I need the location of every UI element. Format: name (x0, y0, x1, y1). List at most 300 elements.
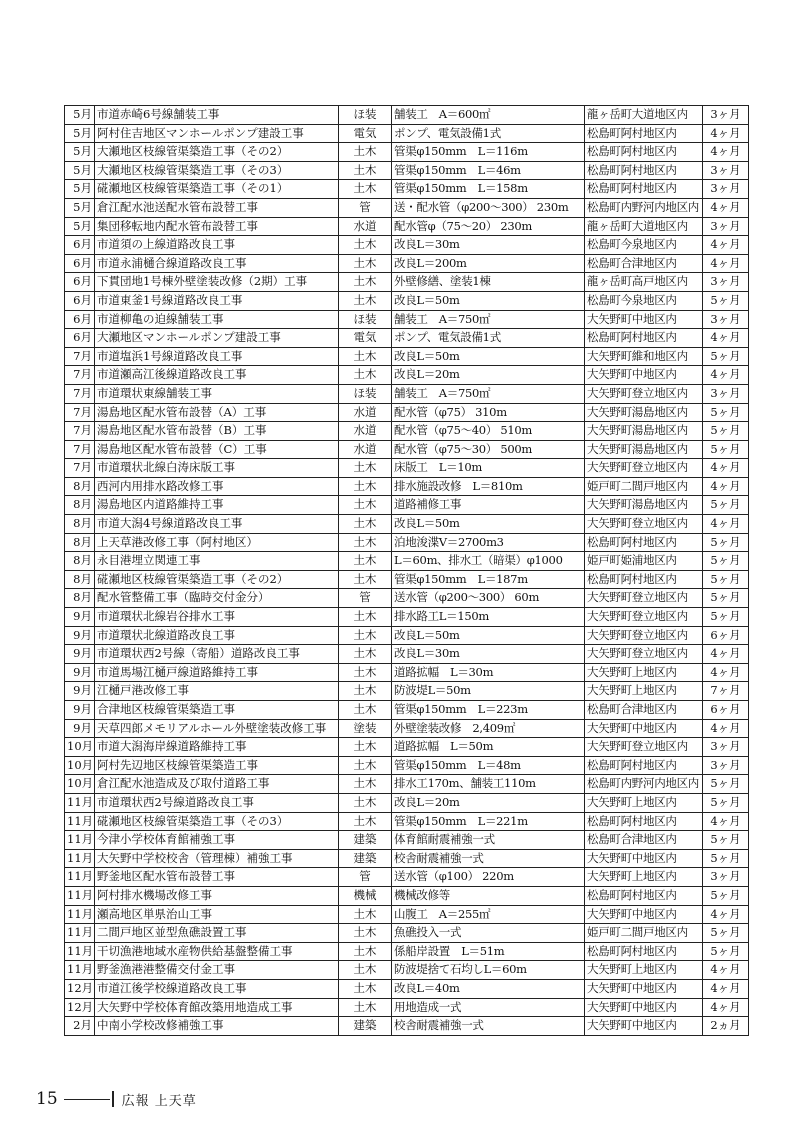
row-duration: 4ヶ月 (703, 905, 749, 924)
row-project-name: 中南小学校改修補強工事 (95, 1017, 339, 1036)
row-location: 大矢野町中地区内 (585, 905, 703, 924)
row-project-name: 市道東釜1号線道路改良工事 (95, 291, 339, 310)
table-row (65, 273, 749, 292)
row-duration: 5ヶ月 (703, 570, 749, 589)
row-project-name: 市道大潟海岸線道路維持工事 (95, 738, 339, 757)
table-row (65, 254, 749, 273)
row-category: 土木 (339, 793, 392, 812)
row-description: 係船岸設置 L＝51m (392, 942, 585, 961)
row-location: 松島町合津地区内 (585, 831, 703, 850)
row-month: 8月 (65, 533, 95, 552)
row-duration: 5ヶ月 (703, 924, 749, 943)
row-category: 土木 (339, 552, 392, 571)
row-month: 7月 (65, 440, 95, 459)
row-project-name: 市道赤崎6号線舗装工事 (95, 106, 339, 125)
row-duration: 4ヶ月 (703, 515, 749, 534)
row-location: 大矢野町中地区内 (585, 719, 703, 738)
row-category: 建築 (339, 831, 392, 850)
row-duration: 4ヶ月 (703, 719, 749, 738)
row-month: 10月 (65, 775, 95, 794)
row-category: ほ装 (339, 384, 392, 403)
row-month: 8月 (65, 496, 95, 515)
table-row (65, 384, 749, 403)
table-row (65, 831, 749, 850)
row-category: 土木 (339, 533, 392, 552)
row-description: 管渠φ150mm L＝158m (392, 180, 585, 199)
row-duration: 3ヶ月 (703, 756, 749, 775)
row-location: 大矢野町上地区内 (585, 793, 703, 812)
table-row (65, 756, 749, 775)
row-location: 大矢野町中地区内 (585, 979, 703, 998)
row-project-name: 市道環状北線白涛床版工事 (95, 459, 339, 478)
row-project-name: 硴瀬地区枝線管渠築造工事（その2） (95, 570, 339, 589)
table-row (65, 143, 749, 162)
row-month: 5月 (65, 106, 95, 125)
row-month: 7月 (65, 384, 95, 403)
row-category: 土木 (339, 143, 392, 162)
row-location: 大矢野町湯島地区内 (585, 403, 703, 422)
row-project-name: 倉江配水池造成及び取付道路工事 (95, 775, 339, 794)
row-location: 大矢野町湯島地区内 (585, 440, 703, 459)
row-location: 松島町今泉地区内 (585, 291, 703, 310)
row-month: 5月 (65, 124, 95, 143)
row-project-name: 市道江後学校線道路改良工事 (95, 979, 339, 998)
row-description: 校舎耐震補強一式 (392, 1017, 585, 1036)
table-row (65, 812, 749, 831)
table-row (65, 236, 749, 255)
table-row (65, 942, 749, 961)
row-duration: 3ヶ月 (703, 738, 749, 757)
row-duration: 4ヶ月 (703, 477, 749, 496)
row-location: 松島町今泉地区内 (585, 236, 703, 255)
row-duration: 3ヶ月 (703, 868, 749, 887)
table-row (65, 626, 749, 645)
row-description: 泊地浚渫V＝2700m3 (392, 533, 585, 552)
row-duration: 2ヵ月 (703, 1017, 749, 1036)
row-category: 土木 (339, 924, 392, 943)
row-description: 道路補修工事 (392, 496, 585, 515)
row-location: 大矢野町登立地区内 (585, 608, 703, 627)
row-description: 排水工170m、舗装工110m (392, 775, 585, 794)
table-row (65, 422, 749, 441)
table-row (65, 924, 749, 943)
row-month: 2月 (65, 1017, 95, 1036)
table-row (65, 217, 749, 236)
row-description: 舗装工 A＝750㎡ (392, 384, 585, 403)
row-location: 姫戸町二間戸地区内 (585, 477, 703, 496)
row-project-name: 下貫団地1号棟外壁塗装改修（2期）工事 (95, 273, 339, 292)
row-project-name: 硴瀬地区枝線管渠築造工事（その1） (95, 180, 339, 199)
row-location: 大矢野町中地区内 (585, 310, 703, 329)
row-category: 土木 (339, 273, 392, 292)
row-category: 水道 (339, 403, 392, 422)
row-duration: 5ヶ月 (703, 422, 749, 441)
table-row (65, 589, 749, 608)
row-project-name: 上天草港改修工事（阿村地区） (95, 533, 339, 552)
row-category: 電気 (339, 124, 392, 143)
row-project-name: 市道環状西2号線道路改良工事 (95, 793, 339, 812)
table-row (65, 124, 749, 143)
row-category: 土木 (339, 942, 392, 961)
row-month: 11月 (65, 924, 95, 943)
table-row (65, 459, 749, 478)
row-duration: 5ヶ月 (703, 793, 749, 812)
row-duration: 4ヶ月 (703, 979, 749, 998)
row-category: 建築 (339, 1017, 392, 1036)
row-month: 7月 (65, 422, 95, 441)
table-row (65, 496, 749, 515)
row-description: 機械改修等 (392, 886, 585, 905)
row-description: 管渠φ150mm L＝48m (392, 756, 585, 775)
table-row (65, 1017, 749, 1036)
row-location: 大矢野町湯島地区内 (585, 496, 703, 515)
row-month: 5月 (65, 198, 95, 217)
row-duration: 5ヶ月 (703, 291, 749, 310)
row-project-name: 二間戸地区並型魚礁設置工事 (95, 924, 339, 943)
row-month: 8月 (65, 477, 95, 496)
table-body (65, 106, 749, 1036)
row-description: 防波堤L＝50m (392, 682, 585, 701)
row-duration: 4ヶ月 (703, 254, 749, 273)
row-project-name: 合津地区枝線管渠築造工事 (95, 701, 339, 720)
row-description: 送・配水管（φ200～300） 230m (392, 198, 585, 217)
row-category: 土木 (339, 961, 392, 980)
row-category: 土木 (339, 608, 392, 627)
table-row (65, 979, 749, 998)
table-row (65, 701, 749, 720)
row-category: 建築 (339, 849, 392, 868)
row-duration: 4ヶ月 (703, 663, 749, 682)
row-description: 魚礁投入一式 (392, 924, 585, 943)
row-duration: 4ヶ月 (703, 812, 749, 831)
row-description: 配水管（φ75～30） 500m (392, 440, 585, 459)
row-duration: 5ヶ月 (703, 775, 749, 794)
row-month: 11月 (65, 849, 95, 868)
table-row (65, 570, 749, 589)
row-month: 8月 (65, 570, 95, 589)
row-project-name: 湯島地区配水管布設替（A）工事 (95, 403, 339, 422)
row-month: 5月 (65, 143, 95, 162)
row-month: 9月 (65, 645, 95, 664)
row-month: 12月 (65, 998, 95, 1017)
row-project-name: 今津小学校体育館補強工事 (95, 831, 339, 850)
row-description: 改良L＝20m (392, 366, 585, 385)
row-category: 土木 (339, 738, 392, 757)
row-duration: 3ヶ月 (703, 161, 749, 180)
row-category: 土木 (339, 663, 392, 682)
row-category: 土木 (339, 291, 392, 310)
row-category: 土木 (339, 347, 392, 366)
table-row (65, 849, 749, 868)
row-description: 管渠φ150mm L＝116m (392, 143, 585, 162)
row-description: 校舎耐震補強一式 (392, 849, 585, 868)
row-category: 水道 (339, 422, 392, 441)
row-month: 11月 (65, 831, 95, 850)
row-duration: 4ヶ月 (703, 459, 749, 478)
row-category: 土木 (339, 515, 392, 534)
row-description: 改良L＝50m (392, 515, 585, 534)
row-location: 大矢野町中地区内 (585, 998, 703, 1017)
row-duration: 3ヶ月 (703, 273, 749, 292)
row-location: 龍ヶ岳町大道地区内 (585, 106, 703, 125)
row-description: 道路拡幅 L＝50m (392, 738, 585, 757)
row-description: 配水管（φ75～40） 510m (392, 422, 585, 441)
row-project-name: 大瀬地区枝線管渠築造工事（その2） (95, 143, 339, 162)
row-location: 龍ヶ岳町大道地区内 (585, 217, 703, 236)
row-duration: 5ヶ月 (703, 886, 749, 905)
table-row (65, 515, 749, 534)
row-project-name: 市道馬場江樋戸線道路維持工事 (95, 663, 339, 682)
row-location: 松島町阿村地区内 (585, 886, 703, 905)
row-duration: 5ヶ月 (703, 589, 749, 608)
row-month: 10月 (65, 738, 95, 757)
row-category: 土木 (339, 812, 392, 831)
row-project-name: 江樋戸港改修工事 (95, 682, 339, 701)
row-description: 外壁修繕、塗装1棟 (392, 273, 585, 292)
row-category: 土木 (339, 905, 392, 924)
row-location: 松島町阿村地区内 (585, 161, 703, 180)
row-duration: 3ヶ月 (703, 217, 749, 236)
row-month: 9月 (65, 663, 95, 682)
table-row (65, 682, 749, 701)
row-category: 管 (339, 868, 392, 887)
row-project-name: 市道環状北線道路改良工事 (95, 626, 339, 645)
row-location: 松島町合津地区内 (585, 254, 703, 273)
row-duration: 5ヶ月 (703, 831, 749, 850)
row-location: 松島町阿村地区内 (585, 942, 703, 961)
row-duration: 5ヶ月 (703, 849, 749, 868)
row-description: 送水管（φ200～300） 60m (392, 589, 585, 608)
row-description: 改良L＝200m (392, 254, 585, 273)
table-row (65, 180, 749, 199)
row-location: 松島町阿村地区内 (585, 143, 703, 162)
row-project-name: 倉江配水池送配水管布設替工事 (95, 198, 339, 217)
row-location: 松島町阿村地区内 (585, 570, 703, 589)
row-category: 水道 (339, 440, 392, 459)
row-duration: 4ヶ月 (703, 366, 749, 385)
row-category: 土木 (339, 979, 392, 998)
row-location: 大矢野町上地区内 (585, 868, 703, 887)
row-location: 大矢野町登立地区内 (585, 515, 703, 534)
row-category: 土木 (339, 496, 392, 515)
row-project-name: 湯島地区配水管布設替（B）工事 (95, 422, 339, 441)
row-category: 土木 (339, 477, 392, 496)
row-category: 機械 (339, 886, 392, 905)
row-location: 松島町阿村地区内 (585, 180, 703, 199)
row-project-name: 野釜漁港港整備交付金工事 (95, 961, 339, 980)
row-location: 大矢野町中地区内 (585, 366, 703, 385)
table-row (65, 366, 749, 385)
row-category: 土木 (339, 366, 392, 385)
row-category: 土木 (339, 756, 392, 775)
row-month: 9月 (65, 682, 95, 701)
row-location: 松島町阿村地区内 (585, 812, 703, 831)
row-location: 大矢野町中地区内 (585, 849, 703, 868)
row-location: 大矢野町登立地区内 (585, 645, 703, 664)
row-location: 松島町合津地区内 (585, 701, 703, 720)
row-duration: 4ヶ月 (703, 329, 749, 348)
row-month: 8月 (65, 552, 95, 571)
table-row (65, 329, 749, 348)
table-row (65, 663, 749, 682)
row-month: 11月 (65, 868, 95, 887)
table-row (65, 198, 749, 217)
row-description: 配水管（φ75） 310m (392, 403, 585, 422)
row-duration: 5ヶ月 (703, 942, 749, 961)
row-location: 龍ヶ岳町高戸地区内 (585, 273, 703, 292)
table-row (65, 347, 749, 366)
row-month: 6月 (65, 291, 95, 310)
row-description: ポンプ、電気設備1式 (392, 329, 585, 348)
row-category: 土木 (339, 775, 392, 794)
row-description: ポンプ、電気設備1式 (392, 124, 585, 143)
row-description: 改良L＝50m (392, 626, 585, 645)
table-row (65, 106, 749, 125)
row-project-name: 市道瀬高江後線道路改良工事 (95, 366, 339, 385)
row-month: 9月 (65, 626, 95, 645)
row-location: 大矢野町上地区内 (585, 682, 703, 701)
row-month: 6月 (65, 310, 95, 329)
row-project-name: 市道柳亀の迫線舗装工事 (95, 310, 339, 329)
row-project-name: 市道永浦樋合線道路改良工事 (95, 254, 339, 273)
row-duration: 4ヶ月 (703, 198, 749, 217)
row-description: 防波堤捨て石均しL＝60m (392, 961, 585, 980)
row-location: 大矢野町維和地区内 (585, 347, 703, 366)
row-project-name: 市道塩浜1号線道路改良工事 (95, 347, 339, 366)
row-description: 床版工 L＝10m (392, 459, 585, 478)
row-project-name: 市道環状北線岩谷排水工事 (95, 608, 339, 627)
row-duration: 4ヶ月 (703, 645, 749, 664)
row-description: 舗装工 A＝600㎡ (392, 106, 585, 125)
row-duration: 5ヶ月 (703, 403, 749, 422)
row-month: 7月 (65, 459, 95, 478)
row-project-name: 阿村先辺地区枝線管渠築造工事 (95, 756, 339, 775)
row-location: 松島町阿村地区内 (585, 756, 703, 775)
row-duration: 5ヶ月 (703, 496, 749, 515)
row-month: 9月 (65, 719, 95, 738)
row-duration: 4ヶ月 (703, 961, 749, 980)
row-description: 用地造成一式 (392, 998, 585, 1017)
row-month: 12月 (65, 979, 95, 998)
row-month: 11月 (65, 812, 95, 831)
row-description: 改良L＝40m (392, 979, 585, 998)
row-duration: 6ヶ月 (703, 701, 749, 720)
row-category: 電気 (339, 329, 392, 348)
row-project-name: 大瀬地区マンホールポンプ建設工事 (95, 329, 339, 348)
row-duration: 7ヶ月 (703, 682, 749, 701)
row-project-name: 湯島地区内道路維持工事 (95, 496, 339, 515)
page-footer (36, 1088, 197, 1110)
row-location: 大矢野町登立地区内 (585, 384, 703, 403)
row-category: 水道 (339, 217, 392, 236)
row-project-name: 大矢野中学校体育館改築用地造成工事 (95, 998, 339, 1017)
row-project-name: 大矢野中学校校舎（管理棟）補強工事 (95, 849, 339, 868)
table-row (65, 608, 749, 627)
row-category: 土木 (339, 570, 392, 589)
row-description: 体育館耐震補強一式 (392, 831, 585, 850)
page-number: 15 (36, 1089, 58, 1109)
row-project-name: 湯島地区配水管布設替（C）工事 (95, 440, 339, 459)
row-location: 大矢野町上地区内 (585, 663, 703, 682)
row-category: 土木 (339, 626, 392, 645)
row-project-name: 干切漁港地域水産物供給基盤整備工事 (95, 942, 339, 961)
row-location: 大矢野町登立地区内 (585, 626, 703, 645)
row-project-name: 天草四郎メモリアルホール外壁塗装改修工事 (95, 719, 339, 738)
row-duration: 3ヶ月 (703, 180, 749, 199)
row-project-name: 市道環状西2号線（寄船）道路改良工事 (95, 645, 339, 664)
row-category: 管 (339, 589, 392, 608)
publication-name: 広報 上天草 (121, 1093, 197, 1109)
row-category: ほ装 (339, 310, 392, 329)
row-category: ほ装 (339, 106, 392, 125)
row-description: 改良L＝50m (392, 347, 585, 366)
row-month: 11月 (65, 793, 95, 812)
row-month: 7月 (65, 403, 95, 422)
row-project-name: 市道須の上線道路改良工事 (95, 236, 339, 255)
row-location: 姫戸町二間戸地区内 (585, 924, 703, 943)
row-duration: 4ヶ月 (703, 998, 749, 1017)
row-category: 土木 (339, 180, 392, 199)
construction-schedule-table (64, 105, 749, 1036)
row-month: 8月 (65, 515, 95, 534)
row-duration: 5ヶ月 (703, 347, 749, 366)
footer-rule (64, 1099, 110, 1100)
row-month: 11月 (65, 886, 95, 905)
row-project-name: 瀬高地区単県治山工事 (95, 905, 339, 924)
row-duration: 5ヶ月 (703, 533, 749, 552)
row-category: 土木 (339, 254, 392, 273)
table-row (65, 161, 749, 180)
table-row (65, 719, 749, 738)
row-description: 改良L＝30m (392, 236, 585, 255)
row-month: 5月 (65, 180, 95, 199)
row-month: 6月 (65, 329, 95, 348)
table-row (65, 793, 749, 812)
row-description: 改良L＝50m (392, 291, 585, 310)
row-project-name: 硴瀬地区枝線管渠築造工事（その3） (95, 812, 339, 831)
row-category: 土木 (339, 701, 392, 720)
row-project-name: 野釜地区配水管布設替工事 (95, 868, 339, 887)
row-project-name: 永目港埋立関連工事 (95, 552, 339, 571)
row-description: 外壁塗装改修 2,409㎡ (392, 719, 585, 738)
row-duration: 4ヶ月 (703, 143, 749, 162)
row-month: 8月 (65, 589, 95, 608)
table-row (65, 403, 749, 422)
row-location: 大矢野町登立地区内 (585, 738, 703, 757)
row-location: 大矢野町湯島地区内 (585, 422, 703, 441)
row-project-name: 阿村排水機場改修工事 (95, 886, 339, 905)
row-duration: 5ヶ月 (703, 440, 749, 459)
row-category: 土木 (339, 645, 392, 664)
row-month: 5月 (65, 217, 95, 236)
row-description: 排水施設改修 L＝810m (392, 477, 585, 496)
row-description: 管渠φ150mm L＝46m (392, 161, 585, 180)
table-row (65, 868, 749, 887)
row-month: 9月 (65, 608, 95, 627)
row-month: 10月 (65, 756, 95, 775)
table-row (65, 310, 749, 329)
table-row (65, 961, 749, 980)
row-duration: 5ヶ月 (703, 552, 749, 571)
table-row (65, 886, 749, 905)
row-category: 土木 (339, 161, 392, 180)
row-month: 7月 (65, 347, 95, 366)
row-month: 11月 (65, 961, 95, 980)
footer-bar (112, 1091, 114, 1107)
row-duration: 6ヶ月 (703, 626, 749, 645)
row-category: 土木 (339, 236, 392, 255)
row-category: 土木 (339, 682, 392, 701)
